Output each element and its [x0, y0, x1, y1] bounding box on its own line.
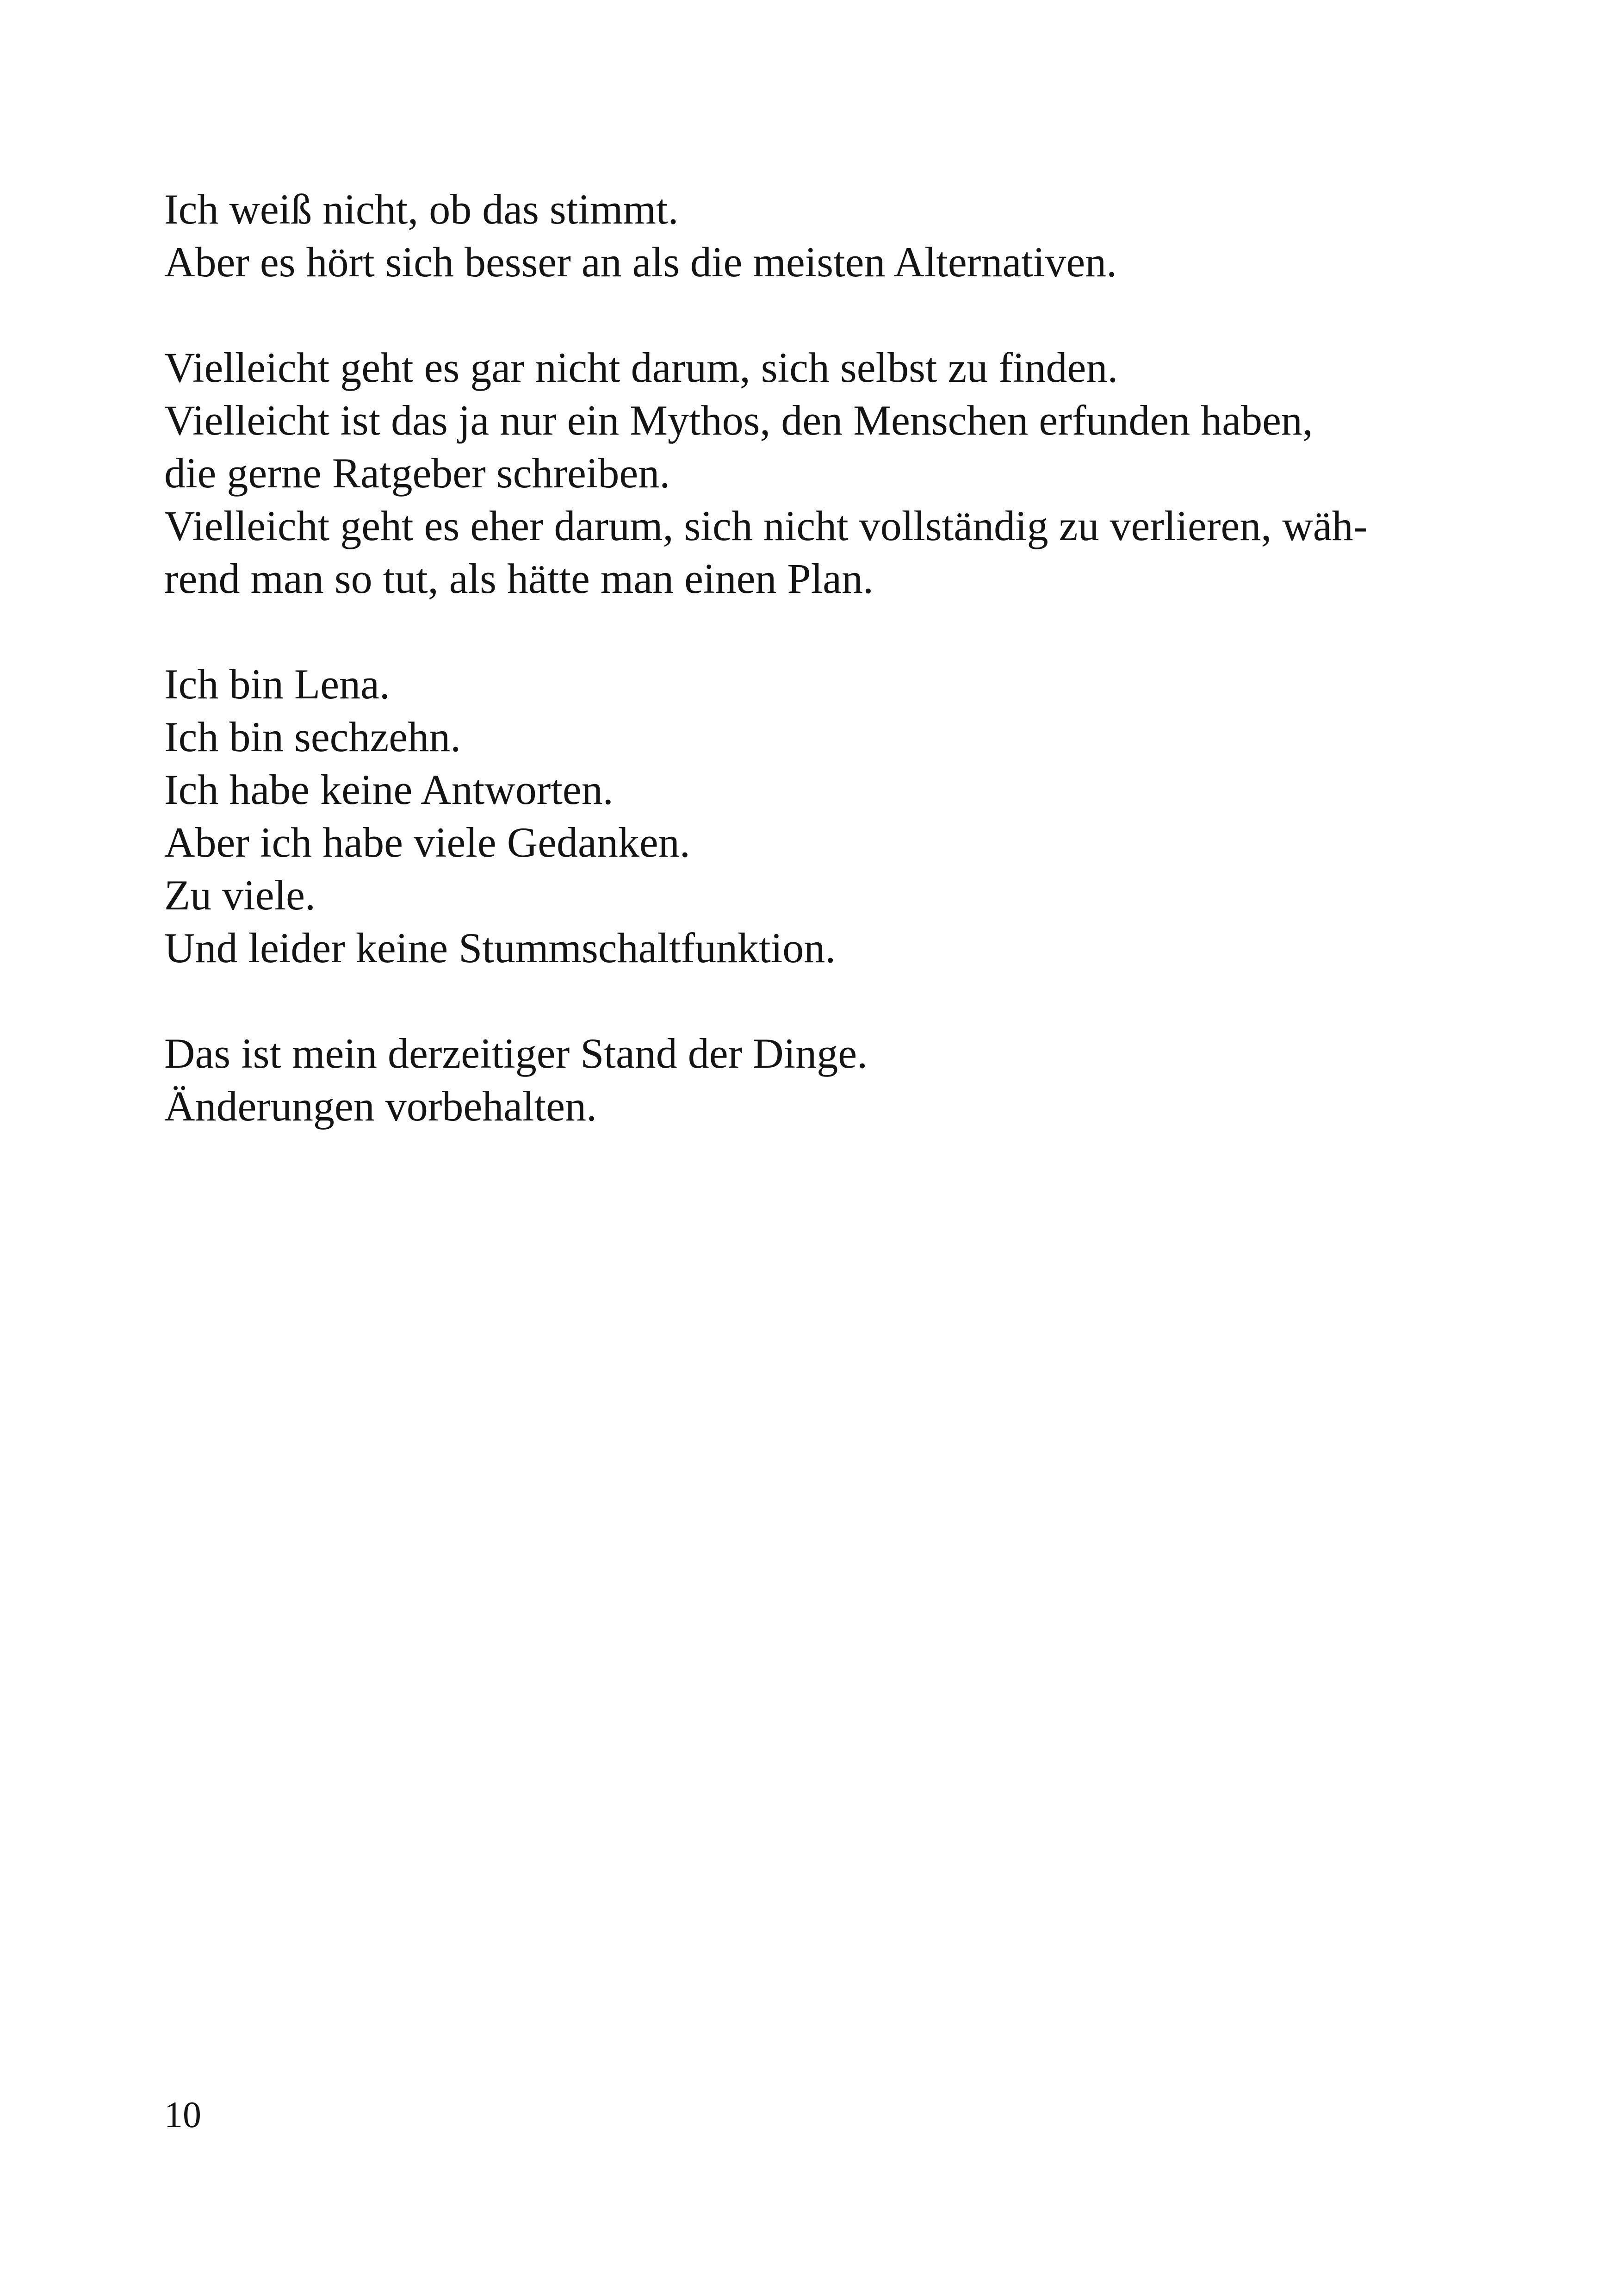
body-text [164, 183, 1483, 1185]
text-line: Das ist mein derzeitiger Stand der Dinge. [164, 1030, 868, 1077]
text-line: Vielleicht ist das ja nur ein Mythos, den Menschen erfunden haben, [164, 397, 1313, 444]
text-line: Änderungen vorbehalten. [164, 1083, 597, 1130]
paragraph [164, 658, 1483, 974]
text-line: Aber ich habe viele Gedanken. [164, 819, 690, 866]
text-line: rend man so tut, als hätte man einen Plan. [164, 555, 874, 602]
paragraph [164, 183, 1483, 288]
text-line: Zu viele. [164, 871, 316, 919]
text-line: Ich bin Lena. [164, 660, 390, 708]
text-line: Vielleicht geht es gar nicht darum, sich selbst zu finden. [164, 344, 1118, 391]
text-line: die gerne Ratgeber schreiben. [164, 449, 670, 497]
paragraph [164, 341, 1483, 605]
paragraph [164, 1027, 1483, 1132]
text-line: Ich bin sechzehn. [164, 713, 461, 760]
text-line: Aber es hört sich besser an als die meisten Alternativen. [164, 238, 1117, 286]
text-line: Ich habe keine Antworten. [164, 766, 614, 813]
page-number: 10 [164, 2095, 201, 2135]
text-line: Ich weiß nicht, ob das stimmt. [164, 186, 679, 233]
text-line: Und leider keine Stummschaltfunktion. [164, 924, 836, 971]
text-line: Vielleicht geht es eher darum, sich nicht vollständig zu verlieren, wäh- [164, 502, 1368, 549]
